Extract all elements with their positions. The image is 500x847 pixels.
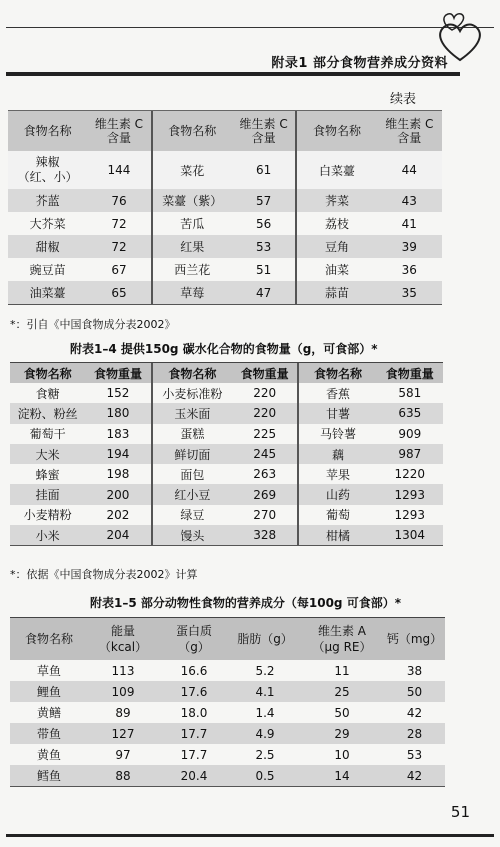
food-name-cell: 蛋糕 — [180, 427, 205, 442]
header-bar — [6, 72, 460, 76]
food-name-cell: 挂面 — [35, 488, 60, 503]
food-amount-cell: 328 — [232, 525, 299, 545]
food-name-cell: 食糖 — [35, 386, 60, 401]
food-name-cell: 柑橘 — [325, 528, 350, 543]
table-cell: 42 — [406, 768, 423, 783]
food-amount-cell: 987 — [398, 447, 422, 462]
header-vc: 维生素 C 含量 — [87, 111, 152, 151]
food-name-cell: 红小豆 — [174, 488, 211, 503]
table-cell: 11 — [334, 663, 350, 678]
table-cell: 50 — [406, 684, 423, 699]
table-row — [10, 702, 445, 723]
table-cell: 28 — [406, 726, 423, 741]
table-row — [10, 505, 443, 525]
animal-food-table — [10, 617, 445, 787]
table-cell: 88 — [115, 768, 131, 783]
table-row — [10, 525, 443, 546]
header-cell: 维生素 A （μg RE） — [312, 624, 372, 654]
food-amount-cell: 198 — [85, 464, 152, 484]
food-amount-cell: 180 — [85, 403, 152, 423]
table-cell: 2.5 — [255, 747, 275, 762]
table-cell: 25 — [334, 684, 350, 699]
food-amount-cell: 635 — [398, 406, 422, 421]
table-row: 油菜薹 65 草莓 47 蒜苗 35 — [8, 281, 442, 305]
food-amount-cell: 1293 — [394, 487, 426, 502]
food-amount-cell: 204 — [85, 525, 152, 545]
table-cell: 黄鱼 — [36, 748, 61, 762]
food-name-cell: 藕 — [331, 447, 344, 462]
food-name-cell: 馒头 — [180, 528, 205, 543]
table-row — [10, 723, 445, 744]
table-row — [10, 424, 443, 444]
table-header — [10, 617, 445, 660]
table-cell: 38 — [406, 663, 423, 678]
food-amount-cell: 220 — [232, 383, 299, 403]
food-name-cell: 葡萄干 — [29, 427, 66, 442]
food-amount-cell: 202 — [85, 505, 152, 525]
food-amount-cell: 152 — [85, 383, 152, 403]
food-name-cell: 小麦精粉 — [23, 508, 72, 523]
table-cell: 42 — [406, 705, 423, 720]
food-amount-cell: 1293 — [394, 507, 426, 522]
table-cell: 127 — [111, 726, 135, 741]
table-cell: 97 — [115, 747, 131, 762]
table-row — [10, 660, 445, 681]
page-header-title: 附录1 部分食物营养成分资料 — [271, 56, 448, 71]
food-name-cell: 鲜切面 — [174, 447, 211, 462]
table-cell: 16.6 — [180, 663, 208, 678]
food-name-cell: 面包 — [180, 467, 205, 482]
food-name-cell: 淀粉、粉丝 — [17, 406, 78, 421]
table-row: 大芥菜 72 苦瓜 56 荔枝 41 — [8, 212, 442, 235]
table-cell: 1.4 — [255, 705, 275, 720]
carbohydrate-table — [10, 362, 443, 546]
continued-label: 续表 — [390, 92, 417, 107]
food-amount-cell: 1304 — [394, 528, 426, 543]
food-name-cell: 小麦标准粉 — [162, 386, 223, 401]
header-food: 食物名称 — [168, 124, 217, 138]
food-name-cell: 大米 — [35, 447, 60, 462]
food-amount-cell: 245 — [232, 444, 299, 464]
table-cell: 17.7 — [180, 747, 208, 762]
table-row: 芥蓝 76 菜薹（紫） 57 荠菜 43 — [8, 189, 442, 212]
table-row: 辣椒 （红、小） 144 菜花 61 白菜薹 44 — [8, 151, 442, 189]
header-vc: 维生素 C 含量 — [232, 111, 297, 151]
header-food: 食物名称 — [312, 124, 361, 138]
header-cell: 脂肪（g） — [237, 632, 293, 646]
header-vc: 维生素 C 含量 — [385, 117, 434, 145]
table-cell: 89 — [115, 705, 131, 720]
table-header — [8, 110, 442, 151]
table-caption: 附表1–5 部分动物性食物的营养成分（每100g 可食部）* — [90, 596, 401, 610]
table-cell: 17.6 — [180, 684, 208, 699]
table-note: *：依据《中国食物成分表2002》计算 — [10, 568, 198, 581]
page-number: 51 — [450, 803, 470, 821]
table-row — [10, 744, 445, 765]
table-row: 豌豆苗 67 西兰花 51 油菜 36 — [8, 258, 442, 281]
food-name-cell: 山药 — [325, 488, 350, 503]
table-cell: 20.4 — [180, 768, 208, 783]
table-cell: 53 — [406, 747, 423, 762]
food-amount-cell: 225 — [232, 424, 299, 444]
food-name-cell: 小米 — [35, 528, 60, 543]
table-cell: 109 — [111, 684, 135, 699]
table-cell: 29 — [334, 726, 350, 741]
food-amount-cell: 200 — [85, 484, 152, 504]
food-amount-cell: 1220 — [394, 467, 426, 482]
food-name-cell: 蜂蜜 — [35, 467, 60, 482]
table-row — [10, 444, 443, 464]
food-name-cell: 马铃薯 — [319, 427, 356, 442]
table-cell: 鲤鱼 — [36, 685, 61, 699]
table-cell: 14 — [334, 768, 350, 783]
table-row — [10, 765, 445, 787]
table-cell: 50 — [334, 705, 350, 720]
header-cell: 钙（mg） — [386, 632, 443, 646]
food-name-cell: 绿豆 — [180, 508, 205, 523]
table-row — [10, 403, 443, 423]
table-row — [10, 383, 443, 403]
header-cell: 食物名称 — [24, 632, 73, 646]
footer-bar — [6, 834, 494, 837]
table-row: 甜椒 72 红果 53 豆角 39 — [8, 235, 442, 258]
table-cell: 17.7 — [180, 726, 208, 741]
food-amount-cell: 220 — [232, 403, 299, 423]
table-cell: 带鱼 — [36, 727, 61, 741]
vitamin-c-table — [8, 110, 442, 305]
table-cell: 4.9 — [255, 726, 275, 741]
food-amount-cell: 263 — [232, 464, 299, 484]
food-amount-cell: 581 — [398, 386, 422, 401]
table-header: 食物名称 食物重量 食物名称 食物重量 食物名称 食物重量 — [10, 362, 443, 383]
table-row — [10, 464, 443, 484]
table-note: *：引自《中国食物成分表2002》 — [10, 318, 176, 331]
header-cell: 蛋白质 （g） — [175, 624, 212, 654]
food-name-cell: 苹果 — [325, 467, 350, 482]
table-cell: 0.5 — [255, 768, 275, 783]
food-name-cell: 葡萄 — [325, 508, 350, 523]
table-row — [10, 484, 443, 504]
table-cell: 草鱼 — [36, 664, 61, 678]
table-cell: 黄鳝 — [36, 706, 61, 720]
food-name-cell: 香蕉 — [325, 386, 350, 401]
header-food: 食物名称 — [23, 124, 72, 138]
table-row — [10, 681, 445, 702]
food-amount-cell: 183 — [85, 424, 152, 444]
header-cell: 能量 （kcal） — [98, 624, 148, 654]
table-cell: 5.2 — [255, 663, 275, 678]
table-cell: 10 — [334, 747, 350, 762]
header-rule — [6, 27, 494, 28]
table-cell: 4.1 — [255, 684, 275, 699]
food-amount-cell: 909 — [398, 426, 422, 441]
table-cell: 113 — [111, 663, 135, 678]
food-amount-cell: 194 — [85, 444, 152, 464]
table-caption: 附表1–4 提供150g 碳水化合物的食物量（g，可食部）* — [70, 342, 378, 356]
food-name-cell: 甘薯 — [325, 406, 350, 421]
food-amount-cell: 269 — [232, 484, 299, 504]
food-name-cell: 玉米面 — [174, 406, 211, 421]
table-cell: 鳕鱼 — [36, 769, 61, 783]
table-cell: 18.0 — [180, 705, 208, 720]
food-amount-cell: 270 — [232, 505, 299, 525]
